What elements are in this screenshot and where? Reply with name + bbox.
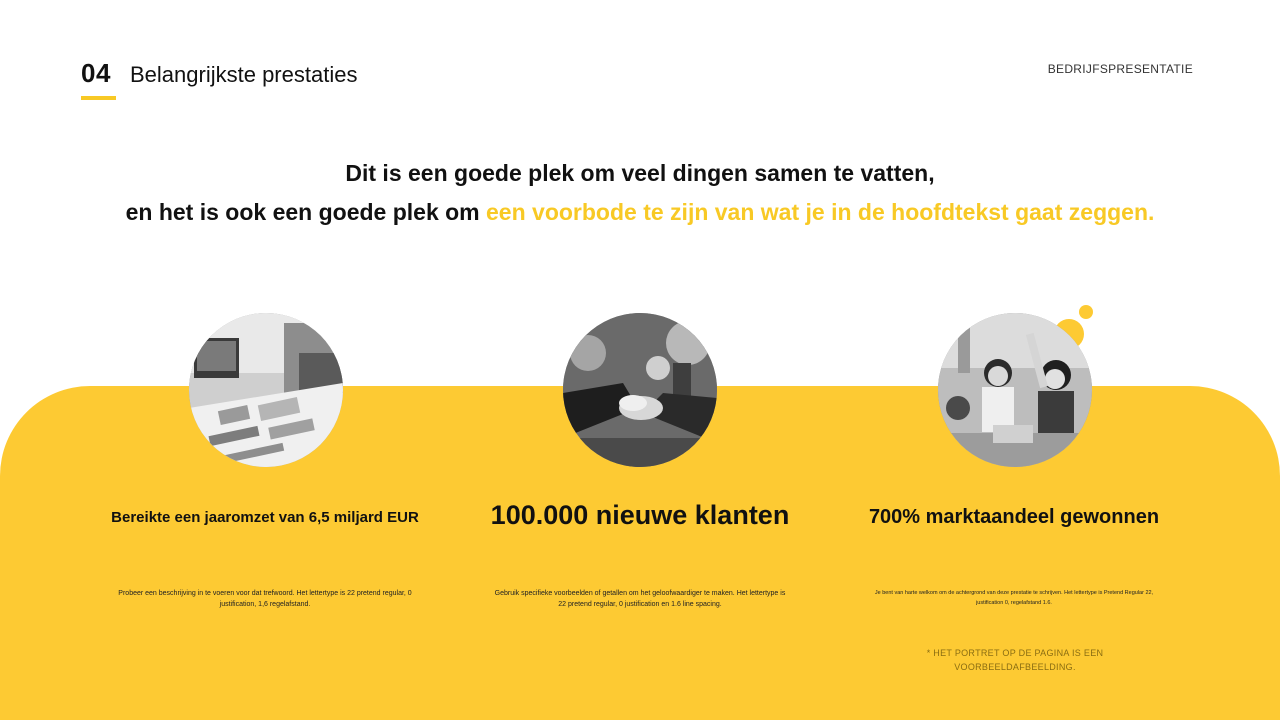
handshake-photo — [563, 313, 717, 467]
business-charts-photo — [189, 313, 343, 467]
summary-text — [40, 154, 1240, 232]
highlight-2-title: 100.000 nieuwe klanten — [490, 500, 790, 530]
summary-line-2 — [40, 193, 1240, 232]
document-label: BEDRIJFSPRESENTATIE — [1047, 62, 1193, 76]
decorative-dot-small — [1079, 305, 1093, 319]
summary-line-1: Dit is een goede plek om veel dingen samen te vatten, — [345, 160, 935, 186]
highlight-3-description: Je bent van harte welkom om de achtergrond van deze prestatie te schrijven. Het lettertype is Pretend Regular 22, justification 0, regelafstand 1.6. — [874, 590, 1154, 606]
highlight-3-title: 700% marktaandeel gewonnen — [868, 506, 1160, 528]
highlight-1-title: Bereikte een jaaromzet van 6,5 miljard EUR — [111, 509, 419, 526]
summary-line-2-accent: een voorbode te zijn van wat je in de hoofdtekst gaat zeggen. — [486, 199, 1155, 225]
section-number: 04 — [81, 58, 111, 88]
section-underline — [81, 96, 116, 100]
highlight-2-description: Gebruik specifieke voorbeelden of getallen om het geloofwaardiger te maken. Het lettertype is 22 pretend regular, 0 justification en 1.6 line spacing. — [494, 590, 786, 608]
summary-line-2-plain: en het is ook een goede plek om — [125, 199, 487, 225]
team-celebration-photo — [938, 313, 1092, 467]
section-title: Belangrijkste prestaties — [130, 62, 358, 87]
highlight-1-description: Probeer een beschrijving in te voeren voor dat trefwoord. Het lettertype is 22 pretend regular, 0 justification, 1,6 regelafstand. — [118, 590, 412, 608]
image-footnote: * HET PORTRET OP DE PAGINA IS EEN VOORBEELDAFBEELDING. — [926, 648, 1104, 672]
